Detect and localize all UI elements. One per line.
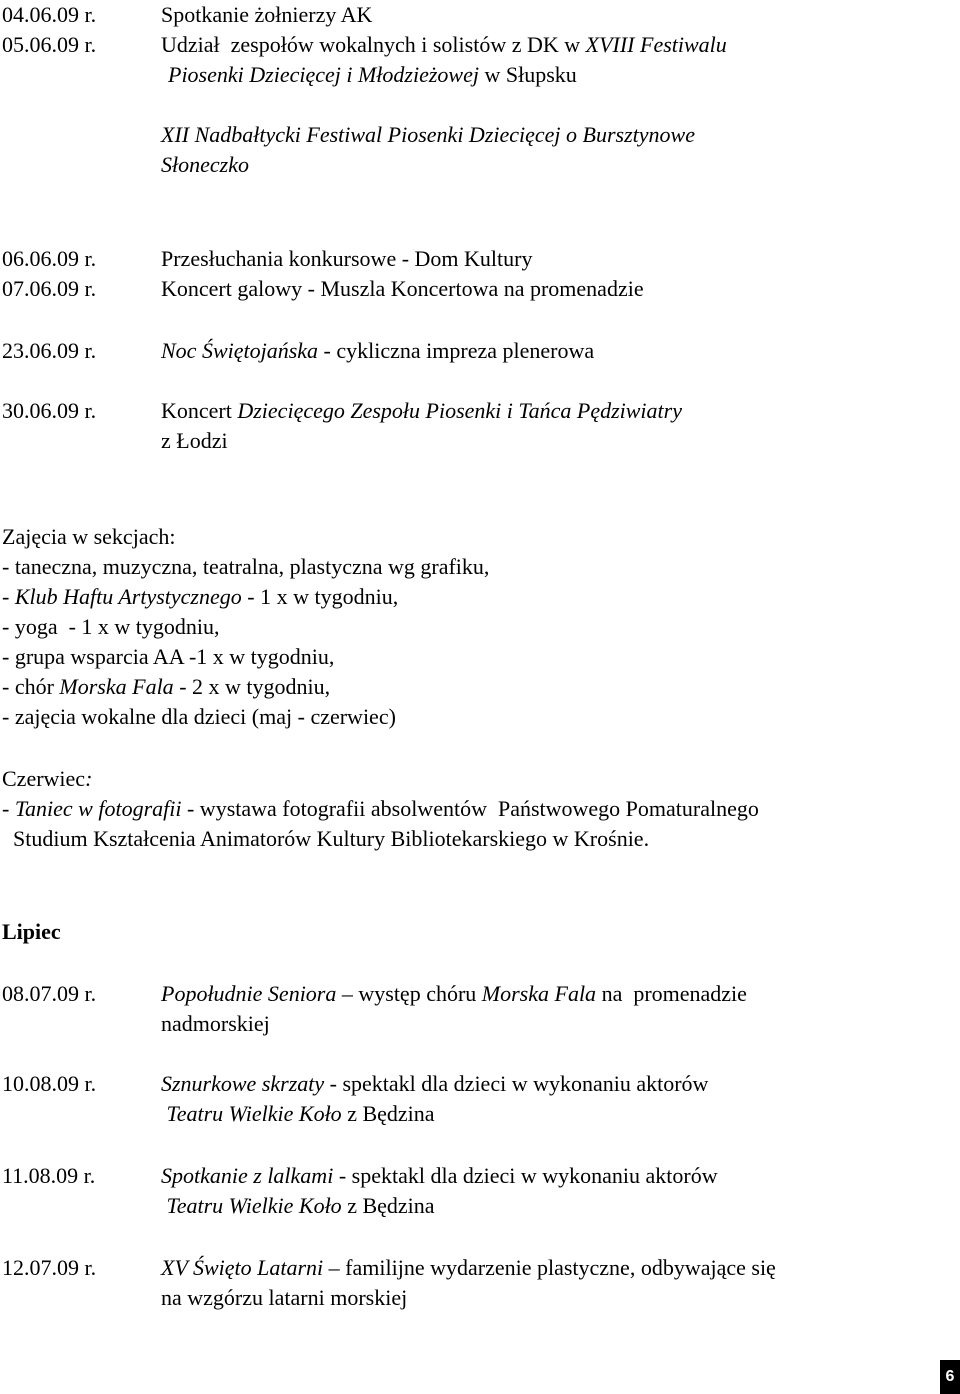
text-run: Dziecięcego Zespołu Piosenki i Tańca Pędziwiatry <box>237 398 682 423</box>
text-run: Spotkanie z lalkami <box>161 1163 334 1188</box>
event-description <box>161 278 644 300</box>
text-run: Morska Fala <box>59 674 174 699</box>
event-description <box>161 34 727 56</box>
festival-name <box>161 124 695 146</box>
text-run: Sznurkowe skrzaty <box>161 1071 325 1096</box>
event-description <box>161 248 532 270</box>
text-run: - yoga - 1 x w tygodniu, <box>2 614 220 639</box>
text-run: w Słupsku <box>478 62 577 87</box>
month-heading-lipiec: Lipiec <box>2 919 61 944</box>
section-item <box>2 556 489 578</box>
text-run: Morska Fala <box>481 981 597 1006</box>
month-heading-czerwiec <box>2 768 92 790</box>
event-description <box>161 1103 435 1125</box>
event-date: 08.07.09 r. <box>2 981 97 1006</box>
text-run: - chór <box>2 674 60 699</box>
event-description <box>161 1195 435 1217</box>
section-item <box>2 646 334 668</box>
event-date: 23.06.09 r. <box>2 338 97 363</box>
event-date: 30.06.09 r. <box>2 398 97 423</box>
text-run: – występ chóru <box>336 981 482 1006</box>
section-item <box>2 676 330 698</box>
section-item <box>2 586 398 608</box>
text-run: - zajęcia wokalne dla dzieci (maj - czerwiec) <box>2 704 396 729</box>
event-date: 12.07.09 r. <box>2 1255 97 1280</box>
text-run: z Będzina <box>341 1101 435 1126</box>
text-run: Taniec w fotografii <box>14 796 182 821</box>
festival-name <box>161 154 249 176</box>
event-description <box>161 1287 407 1309</box>
text-run: Studium Kształcenia Animatorów Kultury Bibliotekarskiego w Krośnie. <box>2 826 650 851</box>
text-run: - <box>2 584 15 609</box>
event-description <box>161 1073 708 1095</box>
text-run: na promenadzie <box>596 981 747 1006</box>
event-date: 10.08.09 r. <box>2 1071 97 1096</box>
text-run: na wzgórzu latarni morskiej <box>161 1285 408 1310</box>
text-run: Udział zespołów wokalnych i solistów z DK w <box>161 32 586 57</box>
page-number: 6 <box>940 1360 960 1394</box>
text-run: - taneczna, muzyczna, teatralna, plastyczna wg grafiku, <box>2 554 490 579</box>
sections-heading: Zajęcia w sekcjach: <box>2 524 176 549</box>
event-date: 11.08.09 r. <box>2 1163 96 1188</box>
text-run: Przesłuchania konkursowe - Dom Kultury <box>161 246 533 271</box>
text-run: Teatru Wielkie Koło <box>161 1193 342 1218</box>
event-description <box>161 1165 718 1187</box>
text-run: Spotkanie żołnierzy AK <box>161 2 373 27</box>
text-run: - wystawa fotografii absolwentów Państwowego Pomaturalnego <box>181 796 759 821</box>
text-run: : <box>85 766 93 791</box>
text-run: - cykliczna impreza plenerowa <box>318 338 595 363</box>
event-date: 07.06.09 r. <box>2 276 97 301</box>
event-date: 06.06.09 r. <box>2 246 97 271</box>
text-run: XVIII Festiwalu <box>585 32 727 57</box>
text-run: - 2 x w tygodniu, <box>173 674 331 699</box>
text-run: - <box>2 796 15 821</box>
czerwiec-item <box>2 828 649 850</box>
event-description <box>161 430 228 452</box>
text-run: XV Święto Latarni <box>161 1255 324 1280</box>
czerwiec-item <box>2 798 759 820</box>
text-run: - spektakl dla dzieci w wykonaniu aktorów <box>333 1163 718 1188</box>
text-run: Słoneczko <box>161 152 249 177</box>
text-run: Klub Haftu Artystycznego <box>14 584 242 609</box>
text-run: Czerwiec <box>2 766 86 791</box>
text-run: XII Nadbałtycki Festiwal Piosenki Dziecięcej o Bursztynowe <box>161 122 695 147</box>
event-description <box>161 983 747 1005</box>
text-run: Teatru Wielkie Koło <box>161 1101 342 1126</box>
event-description <box>161 4 372 26</box>
text-run: - 1 x w tygodniu, <box>241 584 399 609</box>
text-run: – familijne wydarzenie plastyczne, odbywające się <box>323 1255 776 1280</box>
text-run: Piosenki Dziecięcej i Młodzieżowej <box>168 62 479 87</box>
text-run: z Łodzi <box>161 428 228 453</box>
section-item <box>2 706 396 728</box>
text-run: nadmorskiej <box>161 1011 270 1036</box>
text-run: Koncert <box>161 398 238 423</box>
text-run: - spektakl dla dzieci w wykonaniu aktorów <box>324 1071 709 1096</box>
event-description <box>161 400 682 422</box>
event-description <box>161 1013 270 1035</box>
event-date: 04.06.09 r. <box>2 2 97 27</box>
text-run: Noc Świętojańska <box>161 338 319 363</box>
text-run: Koncert galowy - Muszla Koncertowa na promenadzie <box>161 276 644 301</box>
section-item <box>2 616 220 638</box>
event-description <box>161 340 594 362</box>
text-run: Popołudnie Seniora <box>161 981 337 1006</box>
text-run: - grupa wsparcia AA -1 x w tygodniu, <box>2 644 335 669</box>
text-run: z Będzina <box>341 1193 435 1218</box>
event-date: 05.06.09 r. <box>2 32 97 57</box>
event-description <box>168 64 577 86</box>
event-description <box>161 1257 776 1279</box>
